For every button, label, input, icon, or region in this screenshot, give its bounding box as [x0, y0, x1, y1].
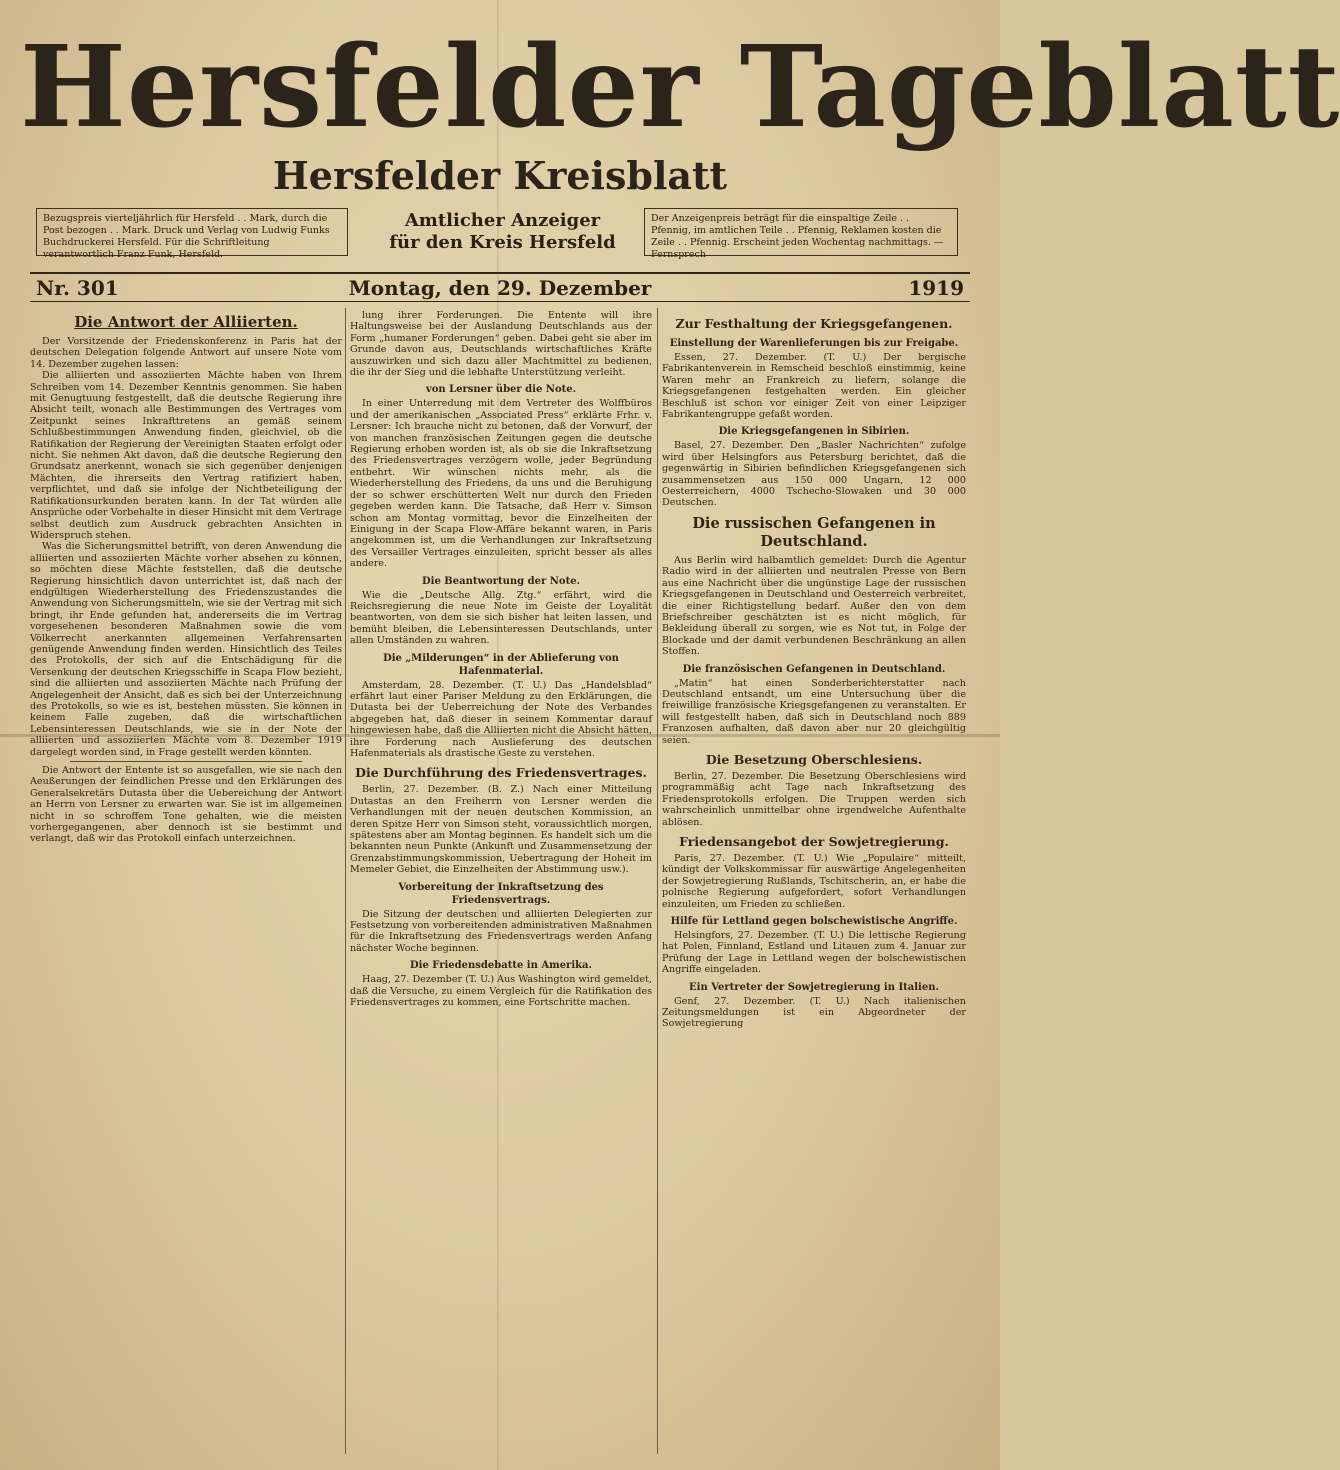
article-paragraph: Essen, 27. Dezember. (T. U.) Der bergische Fabrikantenverein in Remscheid beschloß einstimmig, keine Waren mehr an Frankreich zu liefern, solange die Kriegsgefangenen festgehalten werden. Ein gleicher Beschluß ist schon vor einiger Zeit von einer Leipziger Fabrikantengruppe gefaßt worden.	[662, 352, 966, 421]
article-paragraph: Genf, 27. Dezember. (T. U.) Nach italienischen Zeitungsmeldungen ist ein Abgeordneter der Sowjetregierung	[662, 995, 966, 1030]
article-subheading: Die französischen Gefangenen in Deutschland.	[682, 663, 946, 675]
subscription-info-box: Bezugspreis vierteljährlich für Hersfeld . . Mark, durch die Post bezogen . . Mark. Druck und Verlag von Ludwig Funks Buchdruckerei Hersfeld. Für die Schriftleitung verantwortlich Franz Funk, Hersfeld.	[36, 208, 348, 256]
article-paragraph: Was die Sicherungsmittel betrifft, von deren Anwendung die alliierten und assoziierten Mächte vorher absehen zu können, so möchten diese Mächte feststellen, daß die deutsche Regierung hinsichtlich davon unterrichtet ist, daß nach der endgültigen Wiederherstellung des Friedenszustandes die Anwendung von Sicherungsmitteln, wie sie der Vertrag mit sich bringt, ihr Ende gefunden hat, andererseits die im Vertrag vorgesehenen besonderen Maßnahmen sowie die vom Völkerrecht anerkannten allgemeinen Verfahrensarten genügende Anwendung finden werden. Hinsichtlich des Teiles des Protokolls, der sich auf die Entschädigung für die Versenkung der deutschen Kriegsschiffe in Scapa Flow bezieht, sind die alliierten und assoziierten Mächte nach Prüfung der Angelegenheit der Ansicht, daß es sich bei der Unterzeichnung des Protokolls, so wie es ist, bestehen müssten. Sie können in keinem Falle zugeben, daß die wirtschaftlichen Lebensinteressen Deutschlands, wie sie in der Note der alliierten und assoziierten Mächte vom 8. Dezember 1919 dargelegt worden sind, in Frage gestellt werden könnten.	[30, 541, 342, 758]
article-subheading: Die Beantwortung der Note.	[421, 575, 581, 587]
article-paragraph: Die alliierten und assoziierten Mächte haben von Ihrem Schreiben vom 14. Dezember Kenntnis genommen. Sie haben mit Genugtuung festgestellt, daß die deutsche Regierung ihre Absicht teilt, wonach alle Bestimmungen des Vertrages vom Zeitpunkt seines Inkrafttretens an gemäß seinem Schlußbestimmungen Anwendung finden, gleichviel, ob die Ratifikation der Regierung der Vereinigten Staaten erfolgt oder nicht. Sie nehmen Akt davon, daß die deutsche Regierung den Grundsatz anerkennt, wonach sie sich gegenüber denjenigen Mächten, die ihrerseits den Vertrag ratifiziert haben, verpflichtet, und daß sie infolge der Nichtbeteiligung der Ratifikationsurkunden beraten kann. In der Tat würden alle Ansprüche oder Vorbehalte in dieser Hinsicht mit dem Vertrage selbst deutlich zum Ausdruck gebrachten Ansichten in Widerspruch stehen.	[30, 370, 342, 541]
dateline-rule-bottom	[30, 301, 970, 302]
article-paragraph: Aus Berlin wird halbamtlich gemeldet: Durch die Agentur Radio wird in der alliierten und neutralen Presse von Bern aus eine Nachricht über die ungünstige Lage der russischen Kriegsgefangenen in Deutschland und Oesterreich verbreitet, die einer Richtigstellung bedarf. Außer den von dem Briefschreiber geschätzten ist es nicht möglich, für Bekleidung überall zu sorgen, wie es Not tut, in Folge der Blockade und der damit verbundenen Beschränkung an allen Stoffen.	[662, 554, 966, 658]
article-headline: Die russischen Gefangenen in Deutschland.	[692, 514, 936, 550]
article-subheading: von Lersner über die Note.	[425, 384, 577, 396]
article-paragraph: In einer Unterredung mit dem Vertreter des Wolffbüros und der amerikanischen „Associated Press“ erklärte Frhr. v. Lersner: Ich brauche nicht zu betonen, daß der Vorwurf, der von manchen französischen Zeitungen gegen die deutsche Regierung erhoben worden ist, als ob sie die Inkraftsetzung des Friedensvertrages verzögern wolle, jeder Begründung entbehrt. Wir wünschen nichts mehr, als die Wiederherstellung des Friedens, da uns und die Beruhigung der so schwer erschütterten Welt nur durch den Frieden gegeben werden kann. Die Tatsache, daß Herr v. Simson schon am Montag vormittag, bevor die Einzelheiten der Einigung in der Scapa Flow-Affäre bekannt waren, in Paris angekommen ist, um die Verhandlungen zur Inkraftsetzung des Versailler Vertrages einzuleiten, spricht besser als alles andere.	[350, 398, 652, 570]
article-subheading: Die „Milderungen“ in der Ablieferung von Hafenmaterial.	[383, 652, 619, 677]
article-subheading: Die Friedensdebatte in Amerika.	[409, 960, 593, 972]
section-divider	[70, 761, 302, 762]
article-headline: Die Durchführung des Friedensvertrages.	[355, 765, 647, 781]
article-paragraph: Basel, 27. Dezember. Den „Basler Nachrichten“ zufolge wird über Helsingfors aus Petersburg berichtet, daß die gegenwärtig in Sibirien befindlichen Kriegsgefangenen sich zusammensetzen aus 150 000 Ungarn, 12 000 Oesterreichern, 4000 Tschecho-Slowaken und 30 000 Deutschen.	[662, 440, 966, 509]
article-subheading: Hilfe für Lettland gegen bolschewistische Angriffe.	[670, 916, 958, 928]
article-paragraph: Wie die „Deutsche Allg. Ztg.“ erfährt, wird die Reichsregierung die neue Note im Geiste der Loyalität beantworten, von dem sie sich bisher hat leiten lassen, und bemüht bleiben, die Lebensinteressen Deutschlands, unter allen Umständen zu wahren.	[350, 589, 652, 647]
article-paragraph: Paris, 27. Dezember. (T. U.) Wie „Populaire“ mitteilt, kündigt der Volkskommissar für auswärtige Angelegenheiten der Sowjetregierung Rußlands, Tschitscherin, an, er habe die polnische Regierung aufgefordert, sofort Verhandlungen einzuleiten, um Frieden zu schließen.	[662, 853, 966, 910]
column-divider	[345, 308, 346, 1454]
official-notice-line2: für den Kreis Hersfeld	[389, 232, 616, 253]
article-paragraph: lung ihrer Forderungen. Die Entente will ihre Haltungsweise bei der Auslandung Deutschlands aus der Form „humaner Forderungen“ geben. Dabei geht sie aber im Grunde davon aus, Deutschlands wirtschaftliches Kräfte auszuwirken und sich dazu aller Machtmittel zu bedienen, die ihr der Sieg und die lebhafte Unterstützung verleiht.	[350, 310, 652, 379]
article-headline: Die Antwort der Alliierten.	[74, 313, 298, 331]
article-paragraph: „Matin“ hat einen Sonderberichterstatter nach Deutschland entsandt, um eine Untersuchung über die freiwillige französische Kriegsgefangenen zu veranstalten. Er will festgestellt haben, daß sich in Deutschland noch 889 Franzosen aufhalten, daß davon aber nur 20 gleichgültig seien.	[662, 677, 966, 746]
advertising-info-box: Der Anzeigenpreis beträgt für die einspaltige Zeile . . Pfennig, im amtlichen Teile . . Pfennig, Reklamen kosten die Zeile . . Pfennig. Erscheint jeden Wochentag nachmittags. — Fernsprech	[644, 208, 958, 256]
article-paragraph: Amsterdam, 28. Dezember. (T. U.) Das „Handelsblad“ erfährt laut einer Pariser Meldung zu den Erklärungen, die Dutasta bei der Ueberreichung der Note des Verbandes abgegeben hat, daß dieser in seinem Kommentar darauf hingewiesen habe, daß die Alliierten nicht die Absicht hätten, ihre Forderung nach Auslieferung des deutschen Hafenmaterials als drastische Geste zu verstehen.	[350, 679, 652, 759]
article-paragraph: Helsingfors, 27. Dezember. (T. U.) Die lettische Regierung hat Polen, Finnland, Estland und Litauen zum 4. Januar zur Prüfung der Lage in Lettland wegen der bolschewistischen Angriffe eingeladen.	[662, 930, 966, 976]
official-notice-line1: Amtlicher Anzeiger	[404, 210, 601, 231]
article-headline: Zur Festhaltung der Kriegsgefangenen.	[675, 316, 953, 331]
issue-date: Montag, den 29. Dezember	[348, 276, 652, 300]
article-headline: Die Besetzung Oberschlesiens.	[705, 751, 923, 767]
issue-year: 1919	[908, 276, 964, 300]
article-paragraph: Berlin, 27. Dezember. (B. Z.) Nach einer Mitteilung Dutastas an den Freiherrn von Lersner werden die Verhandlungen mit der neuen deutschen Kommission, an deren Spitze Herr von Simson steht, voraussichtlich morgen, spätestens aber am Montag beginnen. Es handelt sich um die bekannten neun Punkte (Ankunft und Zusammensetzung der Grenzabstimmungskommission, Uebertragung der Hoheit im Memeler Gebiet, die Einzelheiten der Abstimmung usw.).	[350, 784, 652, 876]
article-paragraph: Der Vorsitzende der Friedenskonferenz in Paris hat der deutschen Delegation folgende Antwort auf unsere Note vom 14. Dezember zugehen lassen:	[30, 336, 342, 370]
article-headline: Friedensangebot der Sowjetregierung.	[679, 834, 949, 849]
column-left	[30, 310, 342, 1458]
masthead-subtitle: Hersfelder Kreisblatt	[272, 153, 728, 198]
column-middle	[350, 310, 652, 1458]
article-subheading: Einstellung der Warenlieferungen bis zur Freigabe.	[669, 338, 959, 349]
column-right	[662, 310, 966, 1458]
issue-number: Nr. 301	[36, 276, 119, 300]
article-paragraph: Die Antwort der Entente ist so ausgefallen, wie sie nach den Aeußerungen der feindlichen Presse und den Erklärungen des Generalsekretärs Dutasta über die Uebereichung der Antwort an Herrn von Lersner zu erwarten war. Sie ist im allgemeinen nicht in so schroffem Tone gehalten, wie die meisten vorhergegangenen, aber dennoch ist sie bestimmt und verlangt, daß wir das Protokoll einfach unterzeichnen.	[30, 765, 342, 845]
article-paragraph: Berlin, 27. Dezember. Die Besetzung Oberschlesiens wird programmäßig acht Tage nach Inkraftsetzung des Friedensprotokolls erfolgen. Die Truppen werden sich wahrscheinlich unmittelbar ohne irgendwelche Aufenthalte ablösen.	[662, 770, 966, 828]
article-paragraph: Die Sitzung der deutschen und alliierten Delegierten zur Festsetzung von vorbereitenden administrativen Maßnahmen für die Inkraftsetzung des Friedensvertrags werden Anfang nächster Woche beginnen.	[350, 908, 652, 954]
article-subheading: Die Kriegsgefangenen in Sibirien.	[718, 426, 910, 438]
masthead-title: Hersfelder Tageblatt	[20, 22, 1340, 153]
column-divider	[657, 308, 658, 1454]
article-paragraph: Haag, 27. Dezember (T. U.) Aus Washington wird gemeldet, daß die Versuche, zu einem Vergleich für die Ratifikation des Friedensvertrages zu kommen, eine Fortschritte machen.	[350, 974, 652, 1009]
article-subheading: Ein Vertreter der Sowjetregierung in Italien.	[689, 981, 939, 993]
article-subheading: Vorbereitung der Inkraftsetzung des Friedensvertrags.	[398, 881, 604, 906]
official-notice	[380, 210, 625, 254]
